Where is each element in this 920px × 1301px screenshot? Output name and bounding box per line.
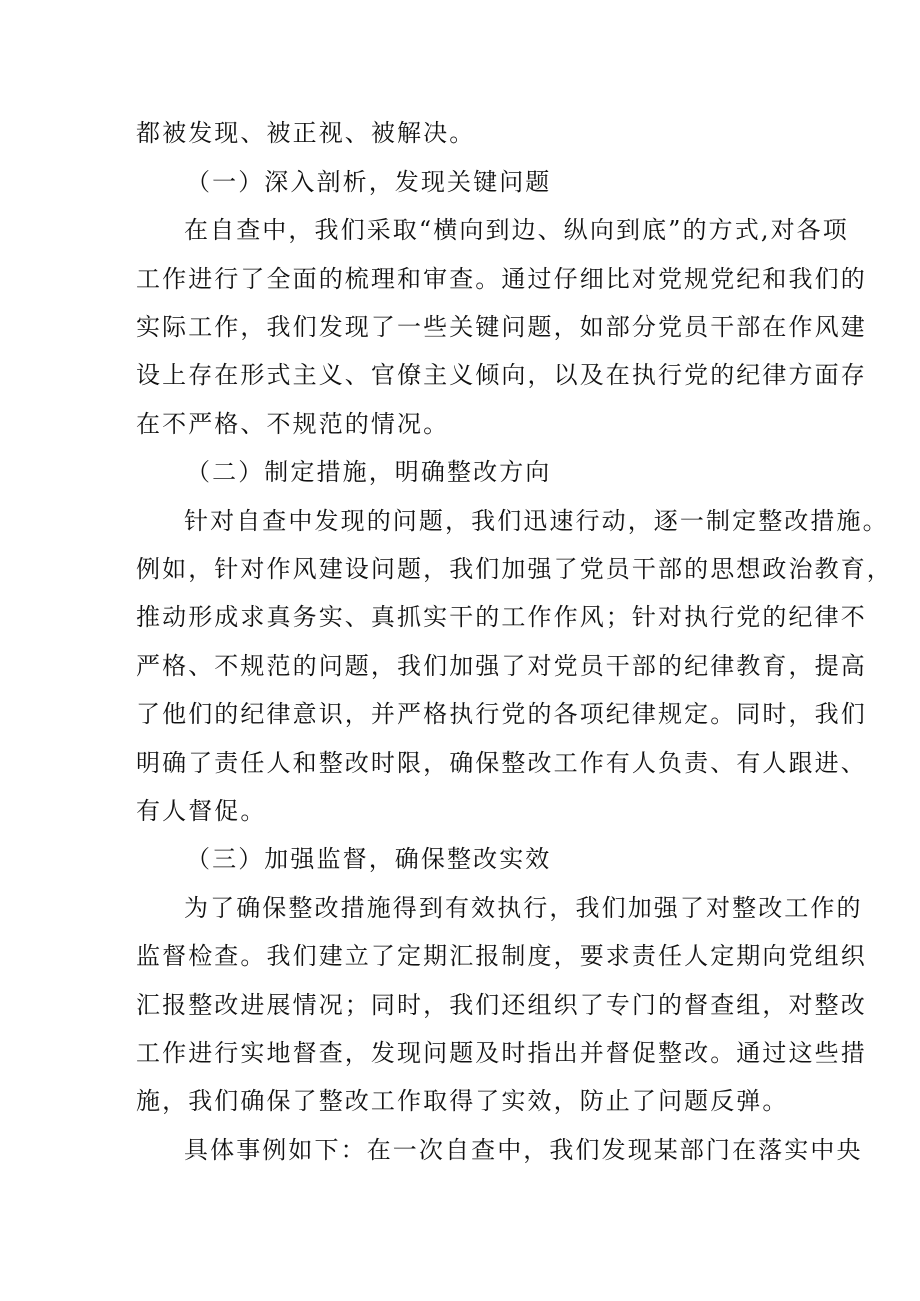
paragraph-line: 在不严格、不规范的情况。 [136, 410, 450, 438]
paragraph-line: 在自查中，我们采取“横向到边、纵向到底”的方式,对各项 [184, 216, 849, 244]
paragraph-line: 实际工作，我们发现了一些关键问题，如部分党员干部在作风建 [136, 313, 867, 341]
paragraph-line: 有人督促。 [136, 797, 267, 825]
paragraph-line: 设上存在形式主义、官僚主义倾向，以及在执行党的纪律方面存 [136, 361, 867, 389]
paragraph-line: 施，我们确保了整改工作取得了实效，防止了问题反弹。 [136, 1087, 789, 1115]
paragraph-line: 了他们的纪律意识，并严格执行党的各项纪律规定。同时，我们 [136, 700, 867, 728]
paragraph-line: 例如，针对作风建设问题，我们加强了党员干部的思想政治教育， [136, 555, 893, 583]
paragraph-line: 工作进行实地督查，发现问题及时指出并督促整改。通过这些措 [136, 1039, 867, 1067]
paragraph-line: 汇报整改进展情况；同时，我们还组织了专门的督查组，对整改 [136, 991, 867, 1019]
paragraph-line: 针对自查中发现的问题，我们迅速行动，逐一制定整改措施。 [184, 507, 889, 535]
text-line: 都被发现、被正视、被解决。 [136, 119, 476, 147]
section-heading-3: （三）加强监督，确保整改实效 [186, 845, 552, 873]
paragraph-line: 具体事例如下：在一次自查中，我们发现某部门在落实中央 [184, 1136, 863, 1164]
paragraph-line: 监督检查。我们建立了定期汇报制度，要求责任人定期向党组织 [136, 942, 867, 970]
paragraph-line: 明确了责任人和整改时限，确保整改工作有人负责、有人跟进、 [136, 749, 867, 777]
paragraph-line: 工作进行了全面的梳理和审查。通过仔细比对党规党纪和我们的 [136, 265, 867, 293]
paragraph-line: 推动形成求真务实、真抓实干的工作作风；针对执行党的纪律不 [136, 603, 867, 631]
paragraph-line: 为了确保整改措施得到有效执行，我们加强了对整改工作的 [184, 894, 863, 922]
section-heading-1: （一）深入剖析，发现关键问题 [186, 168, 552, 196]
section-heading-2: （二）制定措施，明确整改方向 [186, 458, 552, 486]
paragraph-line: 严格、不规范的问题，我们加强了对党员干部的纪律教育，提高 [136, 652, 867, 680]
